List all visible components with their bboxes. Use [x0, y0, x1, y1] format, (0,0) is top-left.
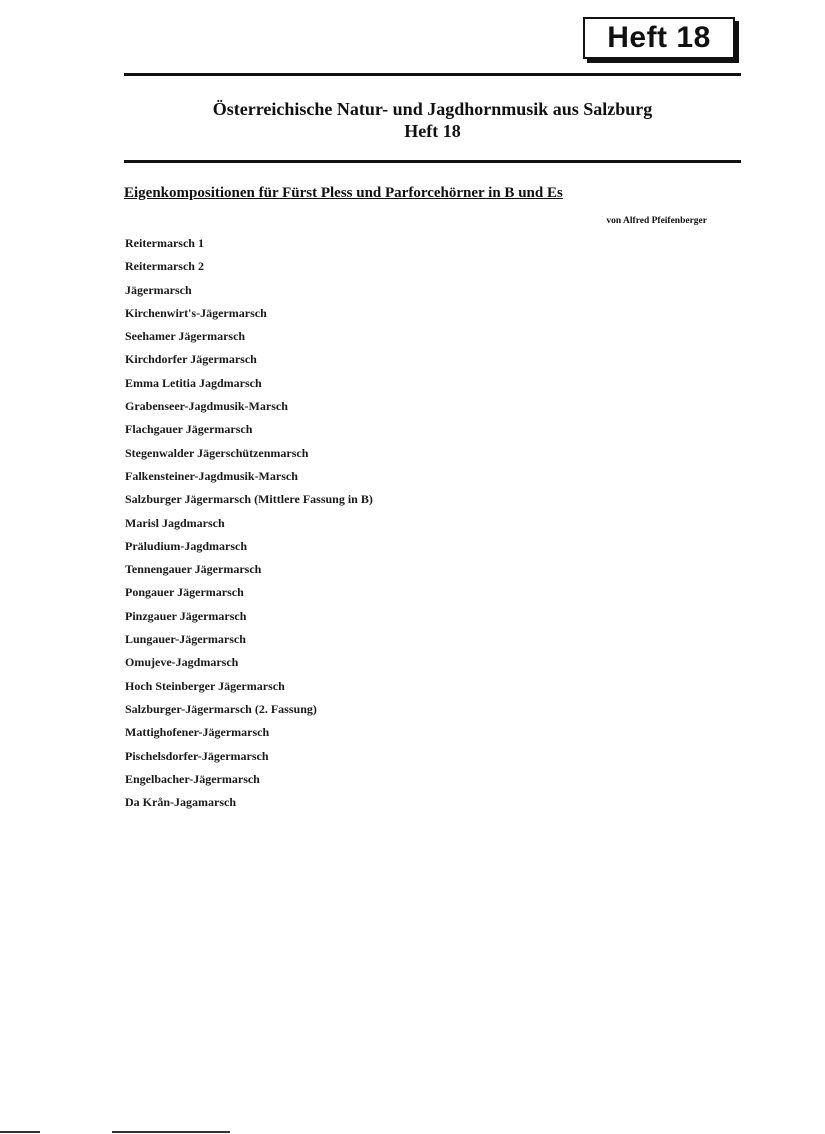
list-item: Marisl Jagdmarsch — [125, 515, 225, 530]
list-item: Omujeve-Jagdmarsch — [125, 655, 239, 670]
list-item: Pinzgauer Jägermarsch — [125, 608, 247, 623]
list-item: Engelbacher-Jägermarsch — [125, 771, 260, 786]
march-list — [125, 235, 373, 817]
scan-edge-mark-left — [0, 1131, 40, 1133]
list-item: Tennengauer Jägermarsch — [125, 562, 262, 577]
volume-title: Heft 18 — [404, 121, 461, 141]
scan-edge-mark-center — [112, 1131, 230, 1133]
list-item: Kirchenwirt's-Jägermarsch — [125, 305, 267, 320]
list-item: Pongauer Jägermarsch — [125, 585, 244, 600]
list-item: Emma Letitia Jagdmarsch — [125, 375, 262, 390]
bottom-rule — [124, 160, 741, 163]
volume-badge-label: Heft 18 — [607, 21, 711, 54]
list-item: Pischelsdorfer-Jägermarsch — [125, 748, 269, 763]
list-item: Kirchdorfer Jägermarsch — [125, 352, 257, 367]
list-item: Falkensteiner-Jagdmusik-Marsch — [125, 468, 298, 483]
volume-badge — [583, 17, 735, 59]
list-item: Seehamer Jägermarsch — [125, 329, 246, 344]
list-item: Hoch Steinberger Jägermarsch — [125, 678, 285, 693]
list-item: Flachgauer Jägermarsch — [125, 422, 253, 437]
list-item: Grabenseer-Jagdmusik-Marsch — [125, 399, 288, 414]
list-item: Reitermarsch 2 — [125, 259, 204, 274]
author-credit: von Alfred Pfeifenberger — [606, 216, 707, 226]
list-item: Präludium-Jagdmarsch — [125, 538, 248, 553]
top-rule — [124, 73, 741, 76]
section-subtitle: Eigenkompositionen für Fürst Pless und Parforcehörner in B und Es — [124, 185, 563, 201]
list-item: Da Krån-Jagamarsch — [125, 795, 236, 810]
list-item: Reitermarsch 1 — [125, 236, 204, 250]
list-item: Jägermarsch — [125, 282, 192, 297]
list-item: Salzburger Jägermarsch (Mittlere Fassung in B) — [125, 492, 373, 507]
list-item: Stegenwalder Jägerschützenmarsch — [125, 445, 309, 460]
list-item: Salzburger-Jägermarsch (2. Fassung) — [125, 701, 317, 716]
page-title: Österreichische Natur- und Jagdhornmusik aus Salzburg — [212, 99, 653, 119]
list-item: Mattighofener-Jägermarsch — [125, 725, 270, 740]
list-item: Lungauer-Jägermarsch — [125, 632, 246, 647]
